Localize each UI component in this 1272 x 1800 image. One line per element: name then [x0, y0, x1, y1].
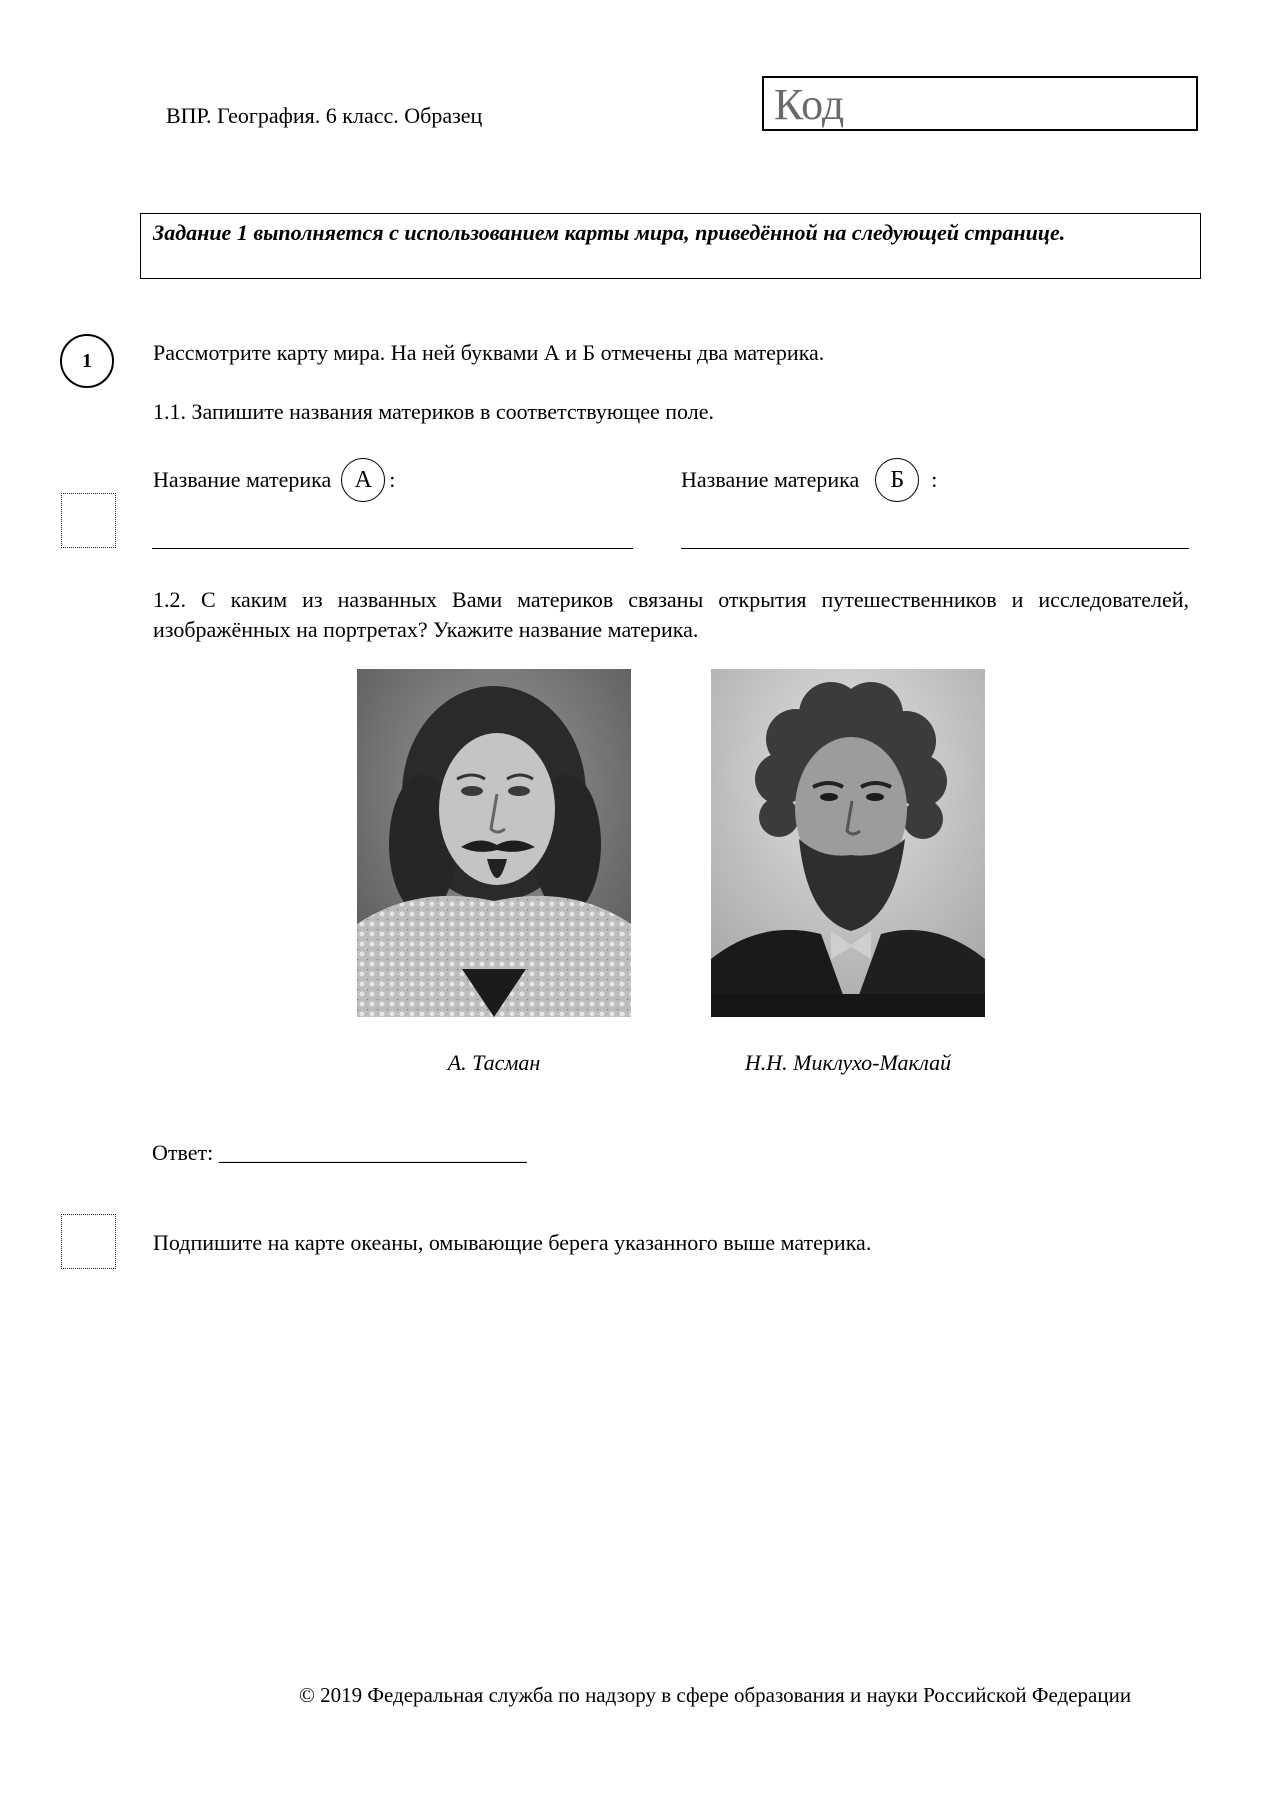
continent-a-label-text: Название материка	[153, 467, 332, 492]
task-number-badge: 1	[60, 334, 114, 388]
question-1-2: 1.2. С каким из названных Вами материков связаны открытия путешественников и исследователей, изображённых на портретах? Укажите название материка.	[153, 587, 1189, 642]
portrait-miklouho-maclay	[711, 669, 985, 1017]
oceans-instruction: Подпишите на карте океаны, омывающие берега указанного выше материка.	[153, 1230, 872, 1255]
answer-label: Ответ:	[152, 1140, 214, 1165]
caption-tasman: А. Тасман	[447, 1050, 541, 1075]
question-1-1: 1.1. Запишите названия материков в соответствующее поле.	[153, 399, 714, 424]
footer-copyright: © 2019 Федеральная служба по надзору в сфере образования и науки Российской Федерации	[298, 1683, 1132, 1707]
code-field[interactable]	[762, 76, 1198, 131]
score-box-1-1	[61, 493, 116, 548]
continent-a-answer-line[interactable]	[152, 548, 633, 549]
score-box-oceans	[61, 1214, 116, 1269]
task-notice: Задание 1 выполняется с использованием карты мира, приведённой на следующей странице.	[140, 213, 1201, 279]
continent-a-colon: :	[389, 467, 396, 492]
continent-b-colon: :	[931, 467, 938, 492]
portrait-miklouho-maclay-image	[711, 669, 985, 1017]
task-intro: Рассмотрите карту мира. На ней буквами А и Б отмечены два материка.	[153, 340, 825, 365]
letter-b-circle: Б	[875, 458, 919, 502]
caption-miklouho-maclay: Н.Н. Миклухо-Маклай	[744, 1050, 952, 1075]
continent-b-answer-line[interactable]	[681, 548, 1189, 549]
code-label: Код	[774, 80, 845, 129]
portrait-tasman	[357, 669, 631, 1017]
letter-a-circle: А	[341, 458, 385, 502]
continent-b-label-text: Название материка	[681, 467, 860, 492]
answer-row	[152, 1140, 527, 1166]
header-title: ВПР. География. 6 класс. Образец	[166, 103, 483, 128]
answer-blank[interactable]: ____________________________	[218, 1140, 527, 1165]
continent-a-label	[153, 458, 395, 502]
continent-b-label	[681, 458, 937, 502]
portrait-tasman-image	[357, 669, 631, 1017]
